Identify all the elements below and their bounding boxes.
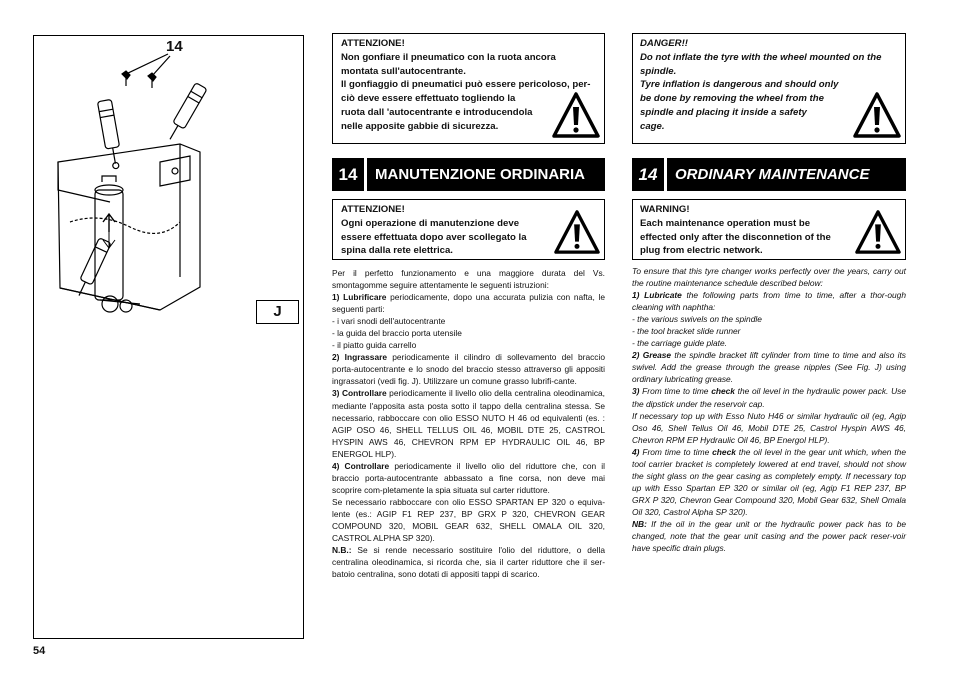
item-1 <box>632 289 906 313</box>
italian-danger-line: Il gonfiaggio di pneumatici può essere pericoloso, per- <box>341 79 591 91</box>
item-text: periodicamente il livello olio della centralina oleodinamica, mediante l'apposita asta posta sotto il tappo della centralina stessa. Se necessario, rabboccare con olio ESSO NUTO H 46 od equivalenti (es. : AGIP OSO 46, SHELL TELLUS OIL 46, MOBIL DTE 25, CASTROL HYSPIN AWS 46, CHEVRON RPM EP HYDRAULIC OIL 46, BP ENERGOL HLP). <box>332 388 605 459</box>
english-body <box>632 265 906 554</box>
item-label: 1) Lubricate <box>632 290 682 301</box>
italian-danger-line: ruota dall 'autocentrante e introducendola <box>341 106 533 118</box>
item-label: 2) Grease <box>632 350 672 361</box>
item-3 <box>632 385 906 409</box>
item-text: the following parts from time to time, after a thor-ough cleaning with naphtha: <box>632 290 906 313</box>
item-1 <box>332 291 605 315</box>
item-label: 4) <box>632 446 640 457</box>
item-4 <box>332 460 605 496</box>
item-text: the spindle bracket lift cylinder from time to time and also its swivel. Add the grease through the grease nipples (See Fig. J) using ordinary lubricating grease. <box>632 350 906 385</box>
italian-warning-line: essere effettuata dopo aver scollegato la <box>341 231 527 243</box>
warning-triangle-icon <box>551 91 601 139</box>
figure-number: 14 <box>166 38 183 55</box>
english-warning-line: Each maintenance operation must be <box>640 217 811 229</box>
warning-triangle-icon <box>553 209 601 255</box>
item-label: 2) Ingrassare <box>332 352 388 363</box>
italian-danger-title: ATTENZIONE! <box>341 38 405 49</box>
nb-note <box>632 518 906 554</box>
item-2 <box>332 351 605 387</box>
english-danger-line: spindle and placing it inside a safety <box>640 106 807 118</box>
section-number: 14 <box>332 158 364 191</box>
italian-warning-line: Ogni operazione di manutenzione deve <box>341 217 520 229</box>
english-warning-text <box>640 203 855 258</box>
italian-danger-line: Non gonfiare il pneumatico con la ruota ancora <box>341 51 556 63</box>
intro-paragraph: Per il perfetto funzionamento e una maggiore durata del Vs. smontagomme seguire attentamente le seguenti istruzioni: <box>332 268 605 291</box>
english-danger-line: Do not inflate the tyre with the wheel mounted on the <box>640 51 882 63</box>
item-text: periodicamente il cilindro di sollevamento del braccio porta-autocentrante e lo snodo del braccio stesso attraverso gli appositi ingrassatori (vedi fig. J). Utilizzare un comune grasso lubrifi-cante. <box>332 352 606 387</box>
english-danger-line: spindle. <box>640 65 677 77</box>
english-warning-line: plug from electric network. <box>640 245 763 257</box>
italian-warning-text <box>341 203 551 258</box>
item-text: periodicamente il livello olio del riduttore che, con il braccio porta-autocentrante abbassato a fine corsa, non deve mai scoprire com-pletamente la spia situata sul carter riduttore. <box>332 460 605 495</box>
section-number: 14 <box>632 158 664 191</box>
item-text: periodicamente, dopo una accurata pulizia con nafta, le seguenti parti: <box>332 292 605 315</box>
list-item: - the carriage guide plate. <box>632 338 727 349</box>
page-number: 54 <box>33 645 46 657</box>
item-3 <box>332 387 605 459</box>
item-label: 1) Lubrificare <box>332 292 387 303</box>
list-item: - i vari snodi dell'autocentrante <box>332 316 446 327</box>
item-keyword: check <box>711 386 735 397</box>
figure-letter: J <box>256 300 299 324</box>
italian-danger-line: montata sull'autocentrante. <box>341 65 466 77</box>
english-warning-title: WARNING! <box>640 204 690 215</box>
italian-body <box>332 267 605 580</box>
item-2 <box>632 349 906 385</box>
nb-text: If <box>646 518 660 529</box>
italian-section-header <box>332 158 605 191</box>
item-label: 3) Controllare <box>332 388 387 399</box>
nb-text: Se si rende necessario sostituire l'olio del riduttore, o della centralina oleodinamica, si ricorda che, sia il carter riduttore che il ser-batoio centralina, sono dotati di appositi tappi di scarico. <box>332 545 605 580</box>
warning-triangle-icon <box>852 91 902 139</box>
italian-warning-line: spina dalla rete elettrica. <box>341 245 453 257</box>
item-text: the oil level in the gear unit which, when the tool carrier bracket is completely lowered at end travel, should not show the sight glass on the gear casing as completely empty. If necessary top up with Esso Spartan EP 320 or similar oil (eg, Agip F1 REP 237, BP GRX P 320, Chevron Gear Compound 320, Mobil Gear 632, Shell Omala Oil 320, Castrol Alpha SP 320). <box>632 446 906 517</box>
item-3-continued: If necessary top up with Esso Nuto H46 or similar hydraulic oil (eg, Agip Oso 46, Shell Tellus Oil 46, Mobil DTE 25, Castrol Hyspin AWS 46, Chevron RPM EP Hydraulic Oil 46, BP Energol HLP). <box>632 410 906 445</box>
maintenance-illustration <box>40 52 258 322</box>
italian-danger-line: nelle apposite gabbie di sicurezza. <box>341 120 499 132</box>
section-title: ORDINARY MAINTENANCE <box>667 158 906 191</box>
list-item: - il piatto guida carrello <box>332 340 417 351</box>
italian-danger-line: ciò deve essere effettuato togliendo la <box>341 93 516 105</box>
list-item: - the tool bracket slide runner <box>632 326 741 337</box>
nb-note <box>332 544 605 580</box>
item-4 <box>632 446 906 518</box>
english-danger-title: DANGER!! <box>640 38 688 49</box>
item-keyword: check <box>712 446 736 457</box>
english-warning-line: effected only after the disconnetion of the <box>640 231 831 243</box>
section-title: MANUTENZIONE ORDINARIA <box>367 158 605 191</box>
item-text: the oil level in the hydraulic power pack. Use the dipstick under the reservoir cap. <box>632 386 906 409</box>
list-item: - the various swivels on the spindle <box>632 314 762 325</box>
nb-label: NB: <box>632 518 647 529</box>
nb-text: the oil in the gear unit or the hydraulic power pack has to be changed, note that the gear unit casing and the power pack reser-voir have specific drain plugs. <box>632 518 907 554</box>
item-label: 3) <box>632 386 640 397</box>
item-text: From time to time <box>639 446 713 457</box>
item-text: From time to time <box>639 386 712 397</box>
english-danger-line: Tyre inflation is dangerous and should only <box>640 79 839 91</box>
english-danger-line: cage. <box>640 120 665 132</box>
english-danger-line: be done by removing the wheel from the <box>640 93 824 105</box>
item-4-continued: Se necessario rabboccare con olio ESSO SPARTAN EP 320 o equiva-lente (es.: AGIP F1 REP 237, BP GRX P 320, CHEVRON GEAR COMPOUND 320, MOBIL GEAR 632, SHELL OMALA OIL 320, CASTROL ALPHA SP 320). <box>332 496 605 544</box>
nb-label: N.B.: <box>332 545 352 556</box>
warning-triangle-icon <box>854 209 902 255</box>
english-section-header <box>632 158 906 191</box>
italian-warning-title: ATTENZIONE! <box>341 204 405 215</box>
item-label: 4) Controllare <box>332 460 390 471</box>
intro-paragraph: To ensure that this tyre changer works perfectly over the years, carry out the routine maintenance schedule described below: <box>632 266 906 289</box>
list-item: - la guida del braccio porta utensile <box>332 328 462 339</box>
